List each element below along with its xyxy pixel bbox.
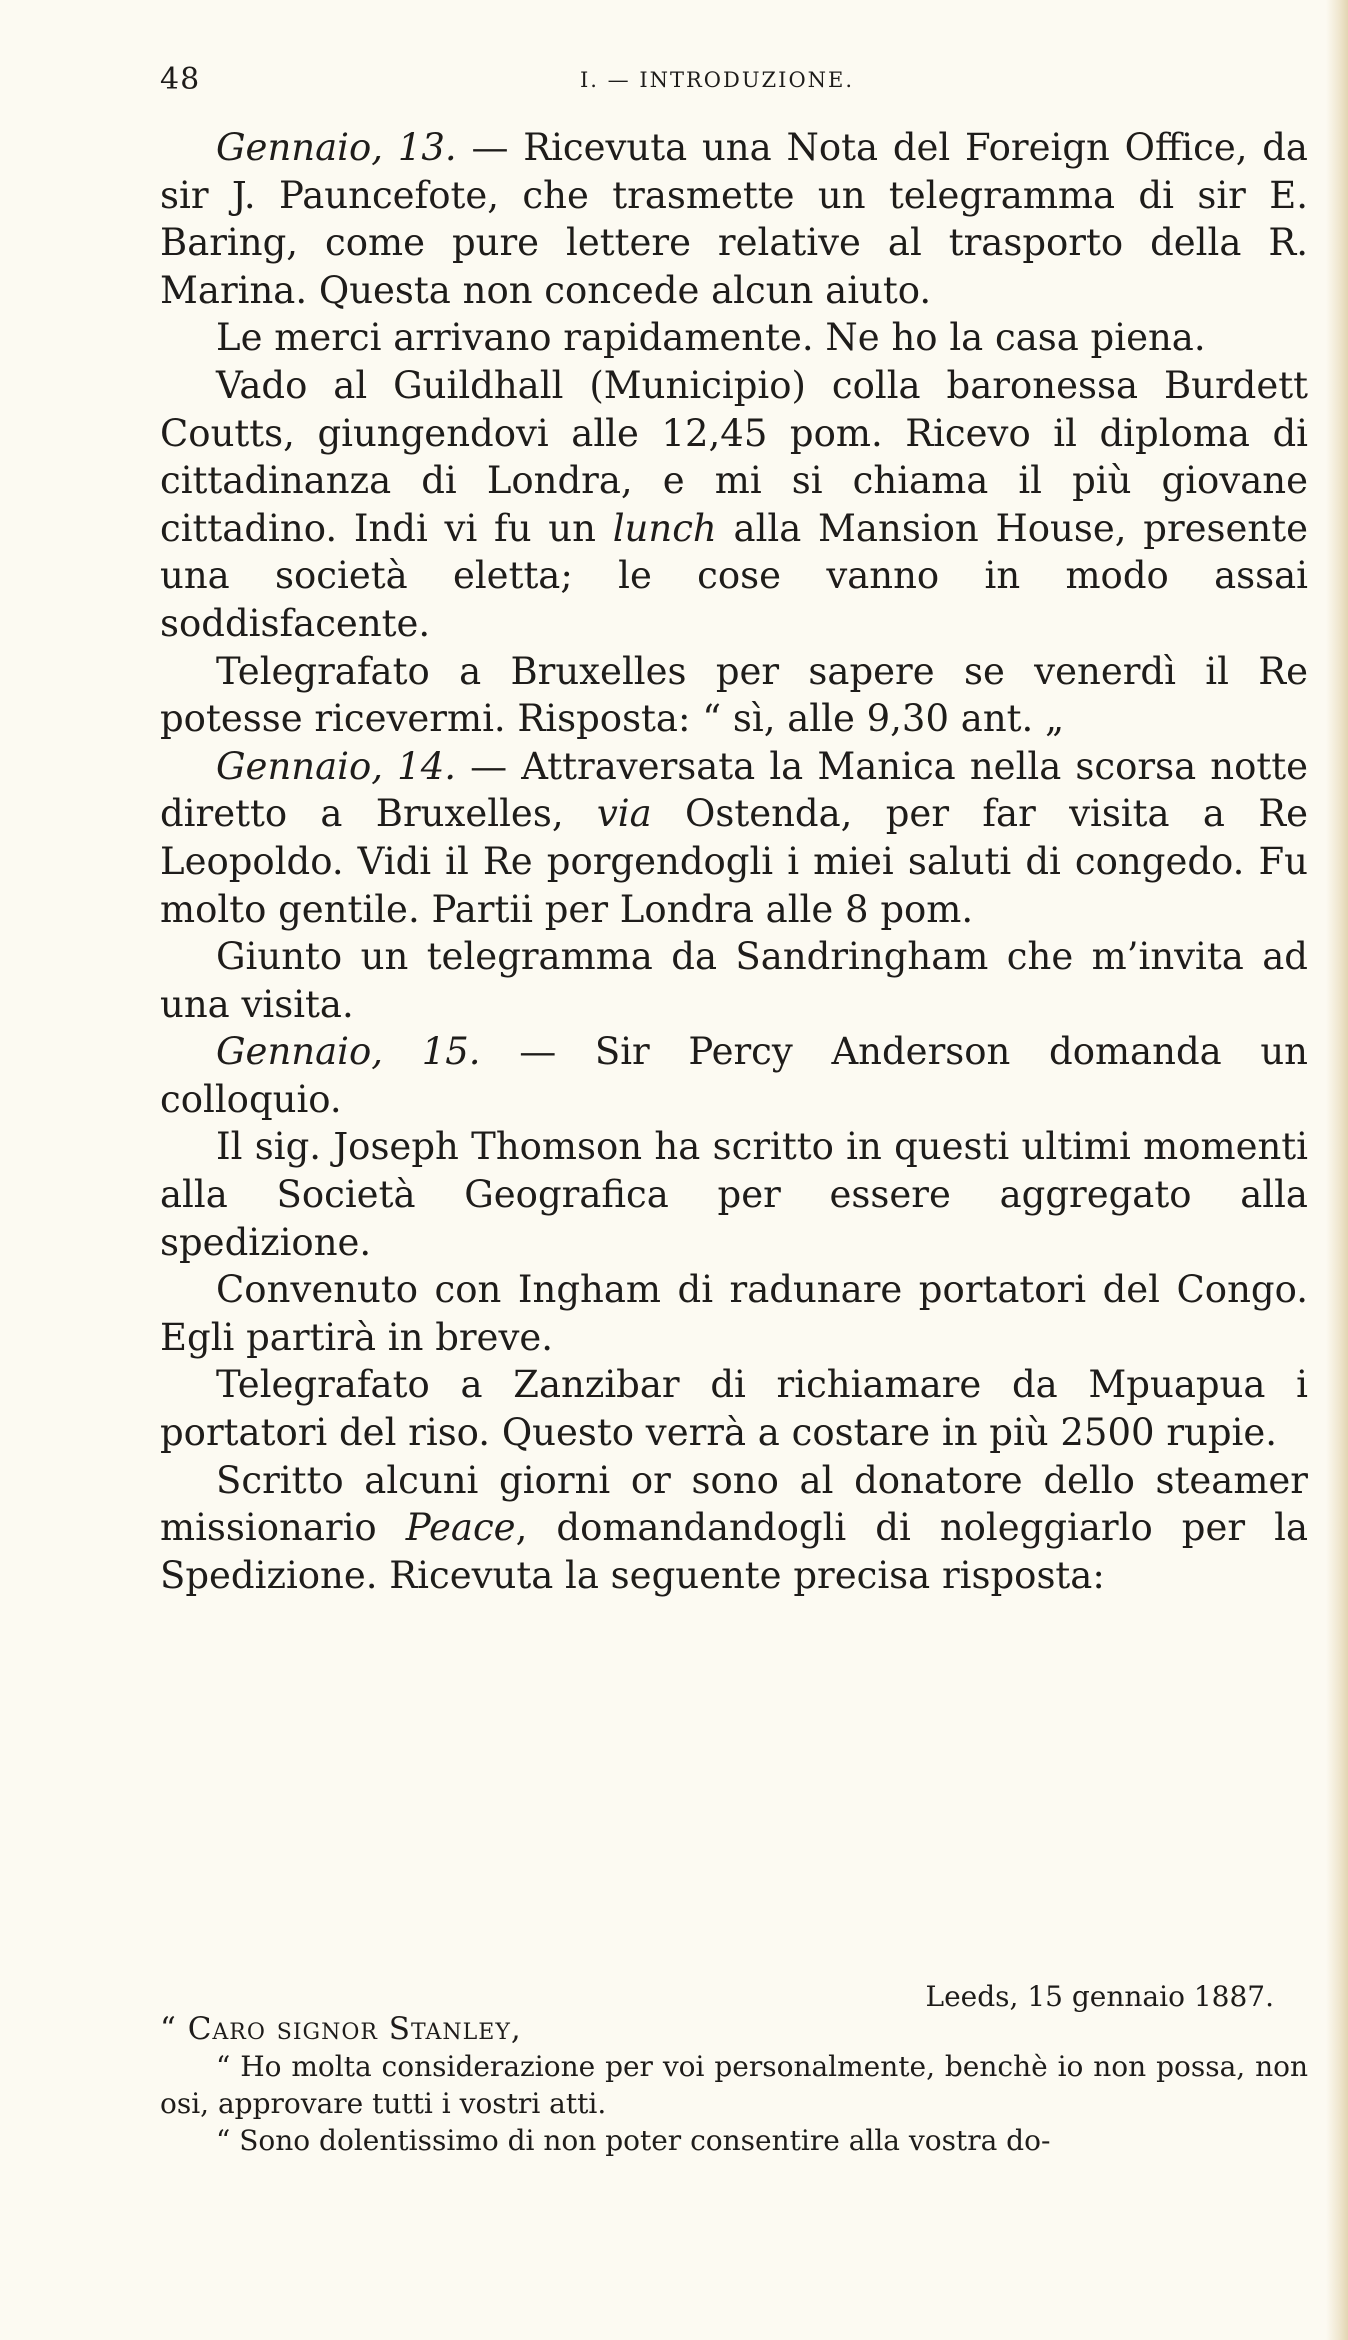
- italic-term: lunch: [612, 506, 717, 550]
- page-number: 48: [160, 62, 201, 97]
- paragraph: [160, 743, 1308, 933]
- paragraph-text: — Attraversata la Manica nella scorsa notte diretto a Bruxelles,: [160, 744, 1308, 836]
- paragraph-text: , domandandogli di noleggiarlo per la Spedizione. Ricevuta la seguente precisa risposta:: [160, 1506, 1308, 1597]
- paragraph-text: — Sir Percy Anderson domanda un colloquio.: [160, 1030, 1308, 1121]
- italic-term: Peace: [405, 1506, 516, 1550]
- letter-paragraph: “ Sono dolentissimo di non poter consentire alla vostra do-: [216, 2124, 1051, 2157]
- paragraph-text: Vado al Guildhall (Municipio) colla baronessa Burdett Coutts, giungendovi alle 12,45 pom. Ricevo il diploma di cittadinanza di Londra, e mi si chiama il più giovane cittadino. Indi vi fu un: [160, 363, 1308, 550]
- paragraph: [160, 314, 1308, 362]
- diary-date: Gennaio, 13.: [216, 126, 457, 169]
- paragraph: [160, 1028, 1308, 1123]
- paragraph-text: Telegrafato a Zanzibar di richiamare da Mpuapua i portatori del riso. Questo verrà a costare in più 2500 rupie.: [160, 1363, 1308, 1455]
- letter-place-date: Leeds, 15 gennaio 1887.: [925, 1980, 1274, 2013]
- diary-date: Gennaio, 15.: [216, 1030, 481, 1074]
- paragraph: [160, 362, 1308, 648]
- paragraph-text: Ostenda, per far visita a Re Leopoldo. Vidi il Re porgendogli i miei saluti di congedo. Fu molto gentile. Partii per Londra alle 8 pom.: [160, 792, 1309, 931]
- page-gutter-shadow: [1326, 0, 1348, 2340]
- paragraph-text: Giunto un telegramma da Sandringham che m’invita ad una visita.: [160, 935, 1308, 1026]
- paragraph: [160, 1266, 1308, 1361]
- paragraph-text: Le merci arrivano rapidamente. Ne ho la casa piena.: [216, 316, 1206, 360]
- paragraph: [160, 1123, 1308, 1266]
- paragraph-text: Il sig. Joseph Thomson ha scritto in questi ultimi momenti alla Società Geografica per essere aggregato alla spedizione.: [160, 1125, 1308, 1264]
- paragraph-text: Convenuto con Ingham di radunare portatori del Congo. Egli partirà in breve.: [160, 1268, 1308, 1359]
- body-text: [160, 124, 1308, 1599]
- letter-salutation: “ Caro signor Stanley,: [160, 2011, 522, 2047]
- running-head: I. — INTRODUZIONE.: [580, 68, 855, 92]
- paragraph: [160, 1457, 1308, 1600]
- diary-date: Gennaio, 14.: [216, 744, 456, 788]
- paragraph: [160, 1361, 1308, 1456]
- paragraph: [160, 124, 1308, 314]
- paragraph-text: Telegrafato a Bruxelles per sapere se venerdì il Re potesse ricevermi. Risposta: “ sì, alle 9,30 ant. „: [160, 649, 1308, 741]
- paragraph-text: — Ricevuta una Nota del Foreign Office, da sir J. Pauncefote, che trasmette un telegramma di sir E. Baring, come pure lettere relative al trasporto della R. Marina. Questa non concede alcun aiuto.: [160, 126, 1308, 312]
- paragraph-text: Scritto alcuni giorni or sono al donatore dello steamer missionario: [160, 1458, 1308, 1550]
- letter-paragraph: “ Ho molta considerazione per voi personalmente, benchè io non possa, non osi, approvare tutti i vostri atti.: [160, 2050, 1308, 2120]
- paragraph: [160, 933, 1308, 1028]
- quoted-letter: [160, 1978, 1308, 2159]
- italic-term: via: [596, 792, 652, 836]
- paragraph-text: alla Mansion House, presente una società eletta; le cose vanno in modo assai soddisfacente.: [160, 506, 1309, 645]
- page-header: [160, 62, 1280, 102]
- paragraph: [160, 648, 1308, 743]
